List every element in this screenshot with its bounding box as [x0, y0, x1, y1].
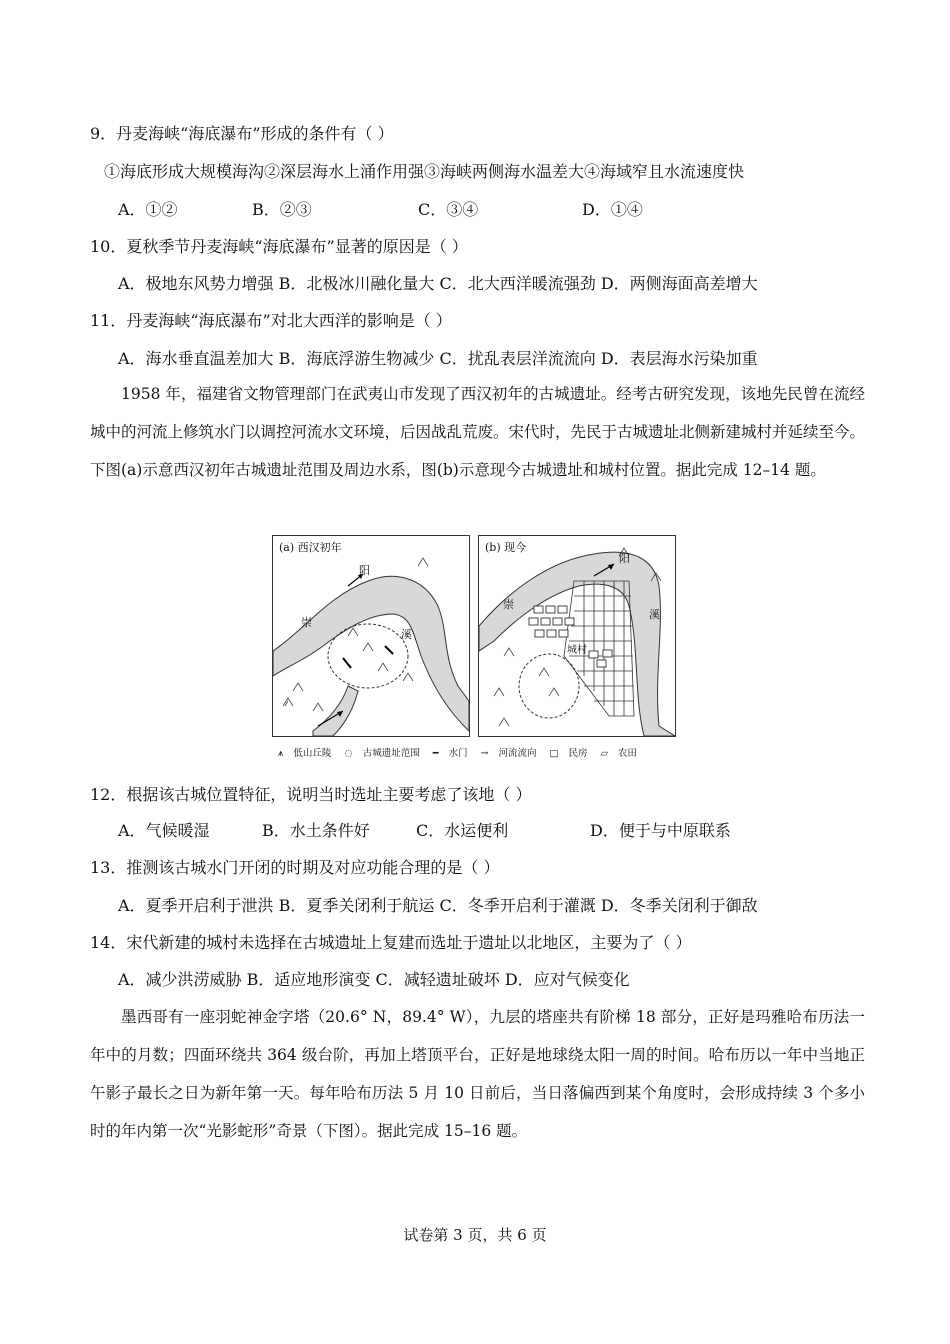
legend-gate: 水门	[448, 748, 468, 759]
legend-house: 民房	[568, 748, 588, 759]
map-a-river-char-1: 阳	[359, 564, 370, 577]
map-b-river-char-1: 阳	[619, 552, 630, 565]
legend-site-icon: ◌	[344, 748, 353, 759]
map-a	[272, 535, 470, 737]
legend-flow-icon: →	[480, 748, 489, 759]
q12-option-b: B．水土条件好	[262, 821, 370, 840]
q11-stem: 11．丹麦海峡“海底瀑布”对北大西洋的影响是（ ）	[90, 311, 452, 330]
q9-option-b: B．②③	[252, 200, 312, 219]
q11-options: A．海水垂直温差加大 B．海底浮游生物减少 C．扰乱表层洋流流向 D．表层海水污染加重	[118, 349, 758, 368]
page-footer: 试卷第 3 页，共 6 页	[403, 1226, 547, 1244]
q14-options: A．减少洪涝威胁 B．适应地形演变 C．减轻遗址破坏 D．应对气候变化	[118, 970, 630, 989]
q12-stem: 12．根据该古城位置特征，说明当时选址主要考虑了该地（ ）	[90, 785, 532, 804]
legend-flow: 河流流向	[498, 748, 537, 759]
village-label: 城村	[567, 645, 587, 656]
legend-site: 古城遗址范围	[362, 748, 420, 759]
houses	[529, 606, 612, 667]
legend-farm-icon: ▱	[600, 748, 608, 759]
q13-stem: 13．推测该古城水门开闭的时期及对应功能合理的是（ ）	[90, 858, 500, 877]
legend-hills: 低山丘陵	[293, 748, 332, 759]
legend-farm: 农田	[617, 748, 637, 759]
passage-ancient-city-text: 1958 年，福建省文物管理部门在武夷山市发现了西汉初年的古城遗址。经考古研究发现，该地先民曾在流经城中的河流上修筑水门以调控河流水文环境，后因战乱荒废。宋代时，先民于古城遗址北侧新建城村并延续至今。下图(a)示意西汉初年古城遗址范围及周边水系，图(b)示意现今古城遗址和城村位置。据此完成 12–14 题。	[90, 385, 866, 479]
q9-statements: ①海底形成大规模海沟②深层海水上涌作用强③海峡两侧海水温差大④海域窄且水流速度快	[104, 162, 745, 181]
q9-stem: 9．丹麦海峡“海底瀑布”形成的条件有（ ）	[90, 124, 394, 143]
q12-option-d: D．便于与中原联系	[590, 821, 731, 840]
map-figure	[270, 535, 690, 765]
legend-hills-icon: ⩚	[278, 748, 284, 759]
q10-stem: 10．夏秋季节丹麦海峡“海底瀑布”显著的原因是（ ）	[90, 237, 468, 256]
legend-house-icon: □	[549, 748, 559, 759]
map-b-drawing	[479, 536, 675, 736]
q9-option-a: A．①②	[118, 200, 178, 219]
q12-option-a: A．气候暖湿	[118, 821, 210, 840]
passage-pyramid-text: 墨西哥有一座羽蛇神金字塔（20.6° N，89.4° W），九层的塔座共有阶梯 18 部分，正好是玛雅哈布历法一年中的月数；四面环绕共 364 级台阶，再加上塔顶平台，正好是地球绕太阳一周的时间。哈布历以一年中当地正午影子最长之日为新年第一天。每年哈布历法 5 月 10 日前后，当日落偏西到某个角度时，会形成持续 3 个多小时的年内第一次“光影蛇形”奇景（下图）。据此完成 15–16 题。	[90, 1008, 865, 1140]
map-b-title: (b) 现今	[485, 541, 527, 554]
map-a-drawing	[273, 536, 469, 736]
q14-stem: 14．宋代新建的城村未选择在古城遗址上复建而选址于遗址以北地区，主要为了（ ）	[90, 933, 692, 952]
q13-options: A．夏季开启利于泄洪 B．夏季关闭利于航运 C．冬季开启利于灌溉 D．冬季关闭利于御敌	[118, 896, 758, 915]
passage-pyramid	[90, 998, 865, 1150]
passage-ancient-city	[90, 375, 865, 489]
q9-option-d: D．①④	[582, 200, 643, 219]
map-a-river-char-3: 溪	[401, 628, 412, 641]
map-a-river-char-2: 崇	[301, 616, 312, 629]
q9-option-c: C．③④	[418, 200, 479, 219]
map-b	[478, 535, 676, 737]
map-a-title: (a) 西汉初年	[279, 541, 342, 554]
map-b-river-char-2: 崇	[503, 598, 514, 611]
q12-option-c: C．水运便利	[416, 821, 509, 840]
legend-gate-icon: ━	[432, 748, 439, 759]
q10-options: A．极地东风势力增强 B．北极冰川融化量大 C．北大西洋暖流强劲 D．两侧海面高差增大	[118, 274, 758, 293]
map-legend	[278, 745, 647, 759]
map-b-river-char-3: 溪	[649, 608, 660, 621]
